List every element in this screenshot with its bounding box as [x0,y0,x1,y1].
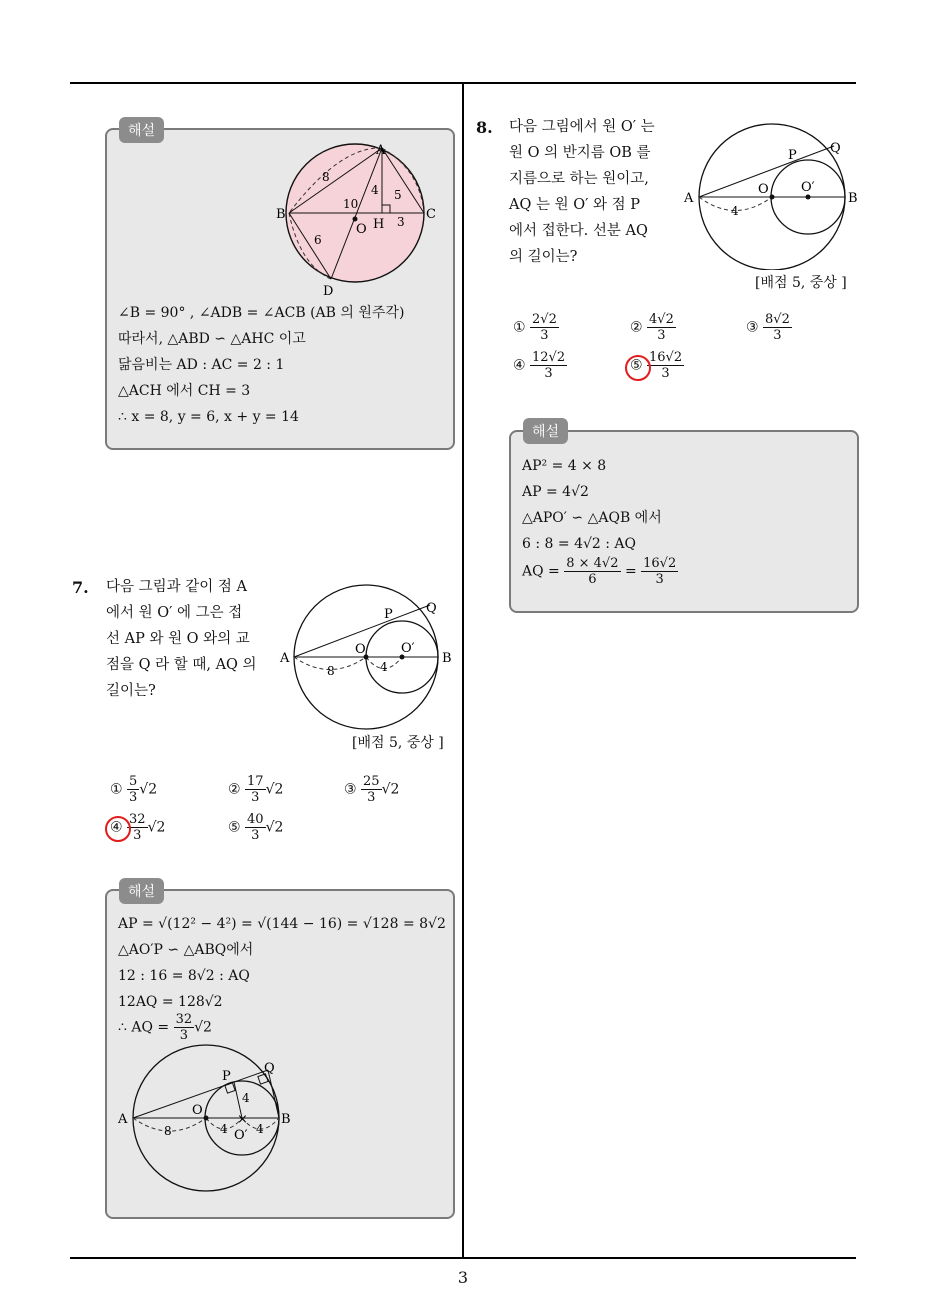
fig1-O: O [356,222,367,237]
q7-text-line-4: 점을 Q 라 할 때, AQ 의 [106,657,257,673]
fig1-H: H [373,217,385,232]
fig2-l8: 8 [164,1124,172,1138]
figure-q8 [680,120,864,270]
fig1-C: C [426,207,436,222]
box2-line-1: AP = √(12² − 4²) = √(144 − 16) = √128 = 8√2 [118,916,446,932]
fig8-l4: 4 [731,204,739,218]
fig7-B: B [442,651,452,666]
fig1-B: B [276,207,286,222]
fig7-O: O [355,642,366,657]
fig2-l4b: 4 [256,1122,264,1136]
fig8-O: O [758,182,769,197]
fig1-l3: 3 [397,215,405,229]
q8-text-line-3: 지름으로 하는 원이고, [509,171,649,187]
fig2-B: B [281,1112,291,1127]
q8-option-5[interactable]: ⑤ $\frac{16√2}{3}$ [630,350,683,381]
fig7-l4: 4 [380,660,388,674]
fig1-l8: 8 [322,170,330,184]
fig1-l10: 10 [343,197,359,211]
box3-line-2: AP = 4√2 [522,484,589,500]
fig8-A: A [684,191,694,206]
box2-result: ∴ AQ = $\frac{32}{3}$ √2 [118,1012,212,1043]
fig2-Q: Q [264,1061,275,1076]
q7-option-5[interactable]: ⑤ $\frac{40}{3}$ √2 [228,812,284,843]
q8-option-4[interactable]: ④ $\frac{12√2}{3}$ [513,350,566,381]
fig2-Op: O′ [234,1128,248,1143]
fig1-A: A [376,143,386,158]
fig7-Op: O′ [401,641,415,656]
fig8-P: P [788,148,797,163]
fig1-D: D [323,284,334,299]
q7-text-line-2: 에서 원 O′ 에 그은 접 [106,605,243,621]
fig7-l8: 8 [327,664,335,678]
q7-text-line-1: 다음 그림과 같이 점 A [106,579,247,595]
figure-box2 [112,1044,302,1200]
box1-line-3: 닮음비는 AD : AC = 2 : 1 [118,357,285,373]
box1-line-1: ∠B = 90° , ∠ADB = ∠ACB (AB 의 원주각) [118,305,405,321]
fig1-l6: 6 [314,233,322,247]
question-8-number: 8. [476,118,493,137]
q8-text-line-1: 다음 그림에서 원 O′ 는 [509,119,655,135]
box2-line-3: 12 : 16 = 8√2 : AQ [118,968,250,984]
box1-line-2: 따라서, △ABD ∽ △AHC 이고 [118,331,306,347]
q7-text-line-3: 선 AP 와 원 O 와의 교 [106,631,250,647]
q8-text-line-6: 의 길이는? [509,249,578,265]
fig7-A: A [280,651,290,666]
box2-line-4: 12AQ = 128√2 [118,994,223,1010]
fig2-A: A [118,1112,128,1127]
question-7-score: [배점 5, 중상 ] [352,735,444,751]
fig2-P: P [222,1069,231,1084]
q8-option-3[interactable]: ③ $\frac{8√2}{3}$ [746,312,790,343]
fig2-l4c: 4 [242,1091,250,1105]
q7-option-4[interactable]: ④ $\frac{32}{3}$ √2 [110,812,166,843]
figure-box1 [270,140,440,300]
fig1-l4: 4 [371,183,379,197]
question-8-text [509,114,669,270]
q7-text-line-5: 길이는? [106,683,156,699]
q8-option-1[interactable]: ① $\frac{2√2}{3}$ [513,312,557,343]
q8-text-line-5: 에서 접한다. 선분 AQ [509,223,648,239]
fig8-B: B [848,191,858,206]
page-number: 3 [457,1268,469,1287]
box3-line-4: 6 : 8 = 4√2 : AQ [522,536,637,552]
box3-line-1: AP² = 4 × 8 [522,458,607,474]
column-divider [462,82,464,1259]
solution-tag-2: 해설 [119,878,164,904]
q7-option-1[interactable]: ① $\frac{5}{3}$ √2 [110,774,158,805]
question-7-text [106,574,266,704]
fig2-O: O [192,1103,203,1118]
box2-line-2: △AO′P ∽ △ABQ에서 [118,942,254,958]
solution-tag-1: 해설 [119,117,164,143]
q8-option-2[interactable]: ② $\frac{4√2}{3}$ [630,312,674,343]
q8-text-line-4: AQ 는 원 O′ 와 점 P [509,197,640,213]
fig8-Op: O′ [801,180,815,195]
q8-text-line-2: 원 O 의 반지름 OB 를 [509,145,651,161]
fig1-l5: 5 [394,188,402,202]
box1-line-4: △ACH 에서 CH = 3 [118,383,251,399]
fig7-Q: Q [426,601,437,616]
box3-result: AQ = $\frac{8 \times 4√2}{6}$ = $\frac{16√2}{3}$ [522,556,677,587]
q8-answer-circle [625,355,651,381]
box3-line-3: △APO′ ∽ △AQB 에서 [522,510,662,526]
bottom-rule [70,1257,856,1259]
q7-answer-circle [105,816,131,842]
fig7-P: P [384,607,393,622]
figure-q7 [276,582,460,732]
fig8-Q: Q [830,141,841,156]
question-8-score: [배점 5, 중상 ] [755,275,847,291]
fig2-l4a: 4 [220,1122,228,1136]
question-7-number: 7. [72,578,89,597]
solution-tag-3: 해설 [523,418,568,444]
q7-option-2[interactable]: ② $\frac{17}{3}$ √2 [228,774,284,805]
box1-line-5: ∴ x = 8, y = 6, x + y = 14 [118,409,299,425]
q7-option-3[interactable]: ③ $\frac{25}{3}$ √2 [344,774,400,805]
svg-text:×: × [237,1112,248,1127]
